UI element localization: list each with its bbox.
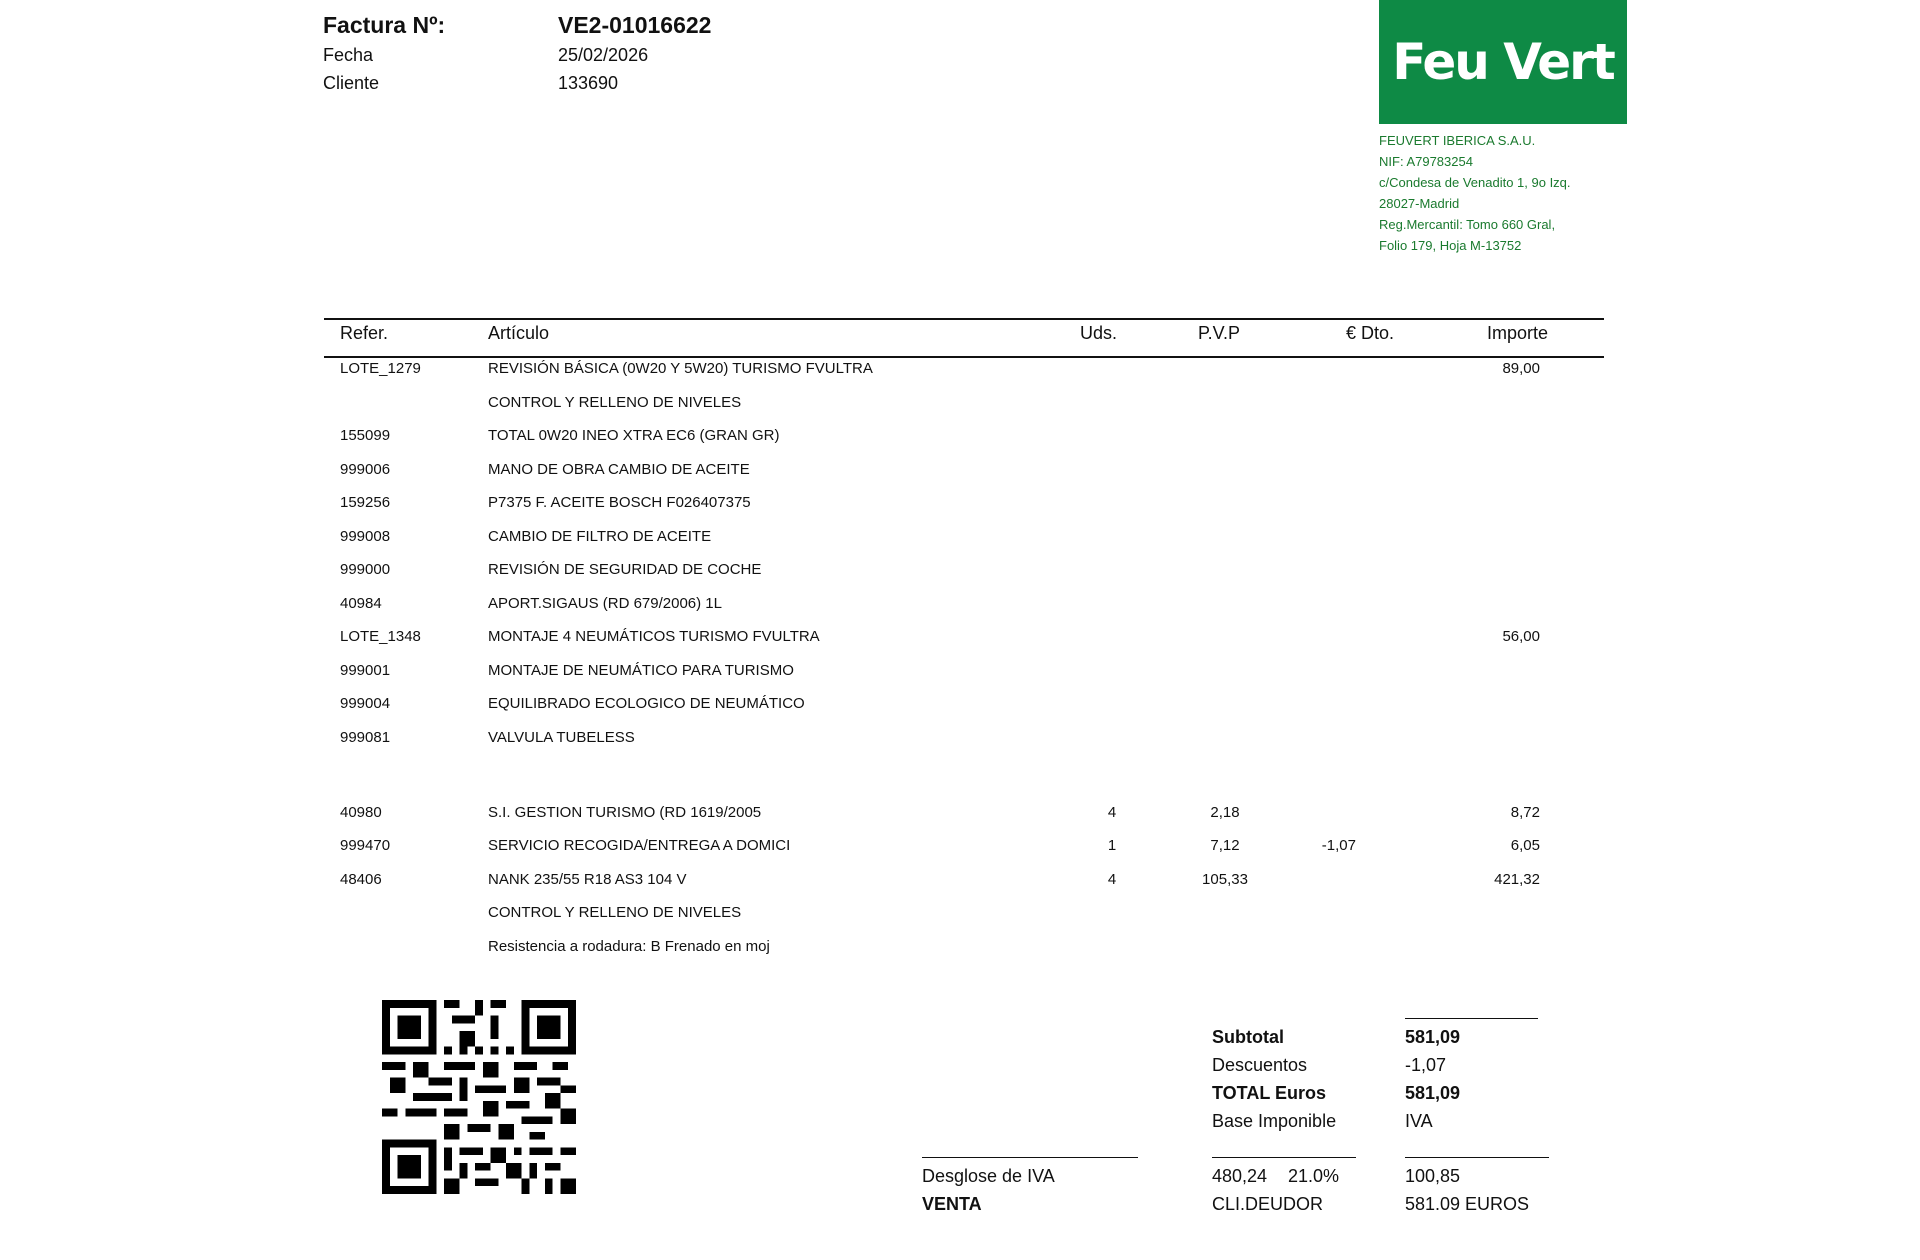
vat-rule-right: [1405, 1157, 1549, 1158]
company-line: FEUVERT IBERICA S.A.U.: [1379, 133, 1536, 148]
client-value: 133690: [558, 73, 619, 93]
row-article: CONTROL Y RELLENO DE NIVELES: [488, 394, 742, 411]
table-row: [0, 494, 1920, 524]
table-top-rule: [324, 318, 1604, 320]
vat-rate: 21.0%: [1288, 1166, 1340, 1186]
vat-rule-left: [922, 1157, 1138, 1158]
table-row: [0, 528, 1920, 558]
table-row: [0, 871, 1920, 901]
subtotal-label: Subtotal: [1212, 1027, 1284, 1047]
vat-breakdown-label: Desglose de IVA: [922, 1166, 1055, 1186]
row-article: CAMBIO DE FILTRO DE ACEITE: [488, 528, 712, 545]
row-article: Resistencia a rodadura: B Frenado en moj: [488, 938, 770, 955]
table-row: [0, 662, 1920, 692]
row-ref: 999081: [340, 729, 391, 746]
payment-label: CLI.DEUDOR: [1212, 1194, 1324, 1214]
base-value: 480,24: [1212, 1166, 1268, 1186]
row-discount: -1,07: [1321, 837, 1356, 854]
table-row: [0, 595, 1920, 625]
row-article: P7375 F. ACEITE BOSCH F026407375: [488, 494, 751, 511]
row-article: REVISIÓN BÁSICA (0W20 Y 5W20) TURISMO FVULTRA: [488, 360, 873, 377]
row-article: APORT.SIGAUS (RD 679/2006) 1L: [488, 595, 722, 612]
base-label: Base Imponible: [1212, 1111, 1337, 1131]
table-row: [0, 461, 1920, 491]
table-row: [0, 729, 1920, 759]
date-value: 25/02/2026: [558, 45, 649, 65]
subtotal-rule: [1405, 1018, 1538, 1019]
row-ref: 999008: [340, 528, 391, 545]
qr-code: [382, 1000, 576, 1194]
row-article: MANO DE OBRA CAMBIO DE ACEITE: [488, 461, 750, 478]
row-article: MONTAJE DE NEUMÁTICO PARA TURISMO: [488, 662, 794, 679]
client-label: Cliente: [323, 73, 380, 93]
row-pvp: 7,12: [1210, 837, 1240, 854]
row-units: 4: [1107, 804, 1117, 821]
row-amount: 6,05: [1510, 837, 1540, 854]
vat-rule-middle: [1212, 1157, 1356, 1158]
row-ref: 999470: [340, 837, 391, 854]
row-ref: 159256: [340, 494, 391, 511]
table-row: [0, 938, 1920, 968]
row-article: MONTAJE 4 NEUMÁTICOS TURISMO FVULTRA: [488, 628, 820, 645]
company-line: Reg.Mercantil: Tomo 660 Gral,: [1379, 217, 1556, 232]
col-header-article: Artículo: [488, 323, 550, 343]
row-article: EQUILIBRADO ECOLOGICO DE NEUMÁTICO: [488, 695, 805, 712]
row-ref: 999006: [340, 461, 391, 478]
row-article: S.I. GESTION TURISMO (RD 1619/2005: [488, 804, 762, 821]
col-header-amount: Importe: [1487, 323, 1549, 343]
table-row: [0, 904, 1920, 934]
col-header-units: Uds.: [1080, 323, 1118, 343]
row-article: TOTAL 0W20 INEO XTRA EC6 (GRAN GR): [488, 427, 780, 444]
row-ref: 40984: [340, 595, 382, 612]
discounts-label: Descuentos: [1212, 1055, 1308, 1075]
row-ref: 999000: [340, 561, 391, 578]
row-amount: 89,00: [1502, 360, 1540, 377]
table-row: [0, 628, 1920, 658]
company-line: NIF: A79783254: [1379, 154, 1473, 169]
row-amount: 421,32: [1494, 871, 1540, 888]
subtotal-value: 581,09: [1405, 1027, 1461, 1047]
table-row: [0, 695, 1920, 725]
row-units: 4: [1107, 871, 1117, 888]
payment-value: 581.09 EUROS: [1405, 1194, 1530, 1214]
table-row: [0, 394, 1920, 424]
row-ref: 40980: [340, 804, 382, 821]
vat-value: 100,85: [1405, 1166, 1461, 1186]
table-row: [0, 561, 1920, 591]
table-row: [0, 360, 1920, 390]
row-article: SERVICIO RECOGIDA/ENTREGA A DOMICI: [488, 837, 791, 854]
feu-vert-logo: [1379, 0, 1627, 124]
row-ref: LOTE_1348: [340, 628, 421, 645]
row-article: NANK 235/55 R18 AS3 104 V: [488, 871, 687, 888]
total-value: 581,09: [1405, 1083, 1461, 1103]
logo-text: Feu Vert: [1392, 33, 1614, 91]
row-units: 1: [1107, 837, 1117, 854]
row-article: CONTROL Y RELLENO DE NIVELES: [488, 904, 742, 921]
row-amount: 8,72: [1510, 804, 1540, 821]
row-ref: 999001: [340, 662, 391, 679]
row-article: VALVULA TUBELESS: [488, 729, 635, 746]
total-label: TOTAL Euros: [1212, 1083, 1327, 1103]
table-row: [0, 427, 1920, 457]
row-pvp: 2,18: [1210, 804, 1240, 821]
col-header-discount: € Dto.: [1346, 323, 1395, 343]
iva-label: IVA: [1405, 1111, 1433, 1131]
table-row: [0, 837, 1920, 867]
row-amount: 56,00: [1502, 628, 1540, 645]
row-ref: 48406: [340, 871, 382, 888]
col-header-pvp: P.V.P: [1198, 323, 1241, 343]
company-info: [1379, 130, 1571, 256]
company-line: Folio 179, Hoja M-13752: [1379, 238, 1522, 253]
row-pvp: 105,33: [1202, 871, 1248, 888]
row-article: REVISIÓN DE SEGURIDAD DE COCHE: [488, 561, 762, 578]
invoice-label: Factura Nº:: [323, 12, 446, 38]
company-line: 28027-Madrid: [1379, 196, 1460, 211]
col-header-ref: Refer.: [340, 323, 389, 343]
row-ref: 999004: [340, 695, 391, 712]
company-line: c/Condesa de Venadito 1, 9o Izq.: [1379, 175, 1571, 190]
row-ref: LOTE_1279: [340, 360, 421, 377]
sale-label: VENTA: [922, 1194, 982, 1214]
discounts-value: -1,07: [1405, 1055, 1447, 1075]
invoice-number: VE2-01016622: [558, 12, 712, 38]
date-label: Fecha: [323, 45, 374, 65]
row-ref: 155099: [340, 427, 391, 444]
table-header-rule: [324, 356, 1604, 358]
table-row: [0, 804, 1920, 834]
